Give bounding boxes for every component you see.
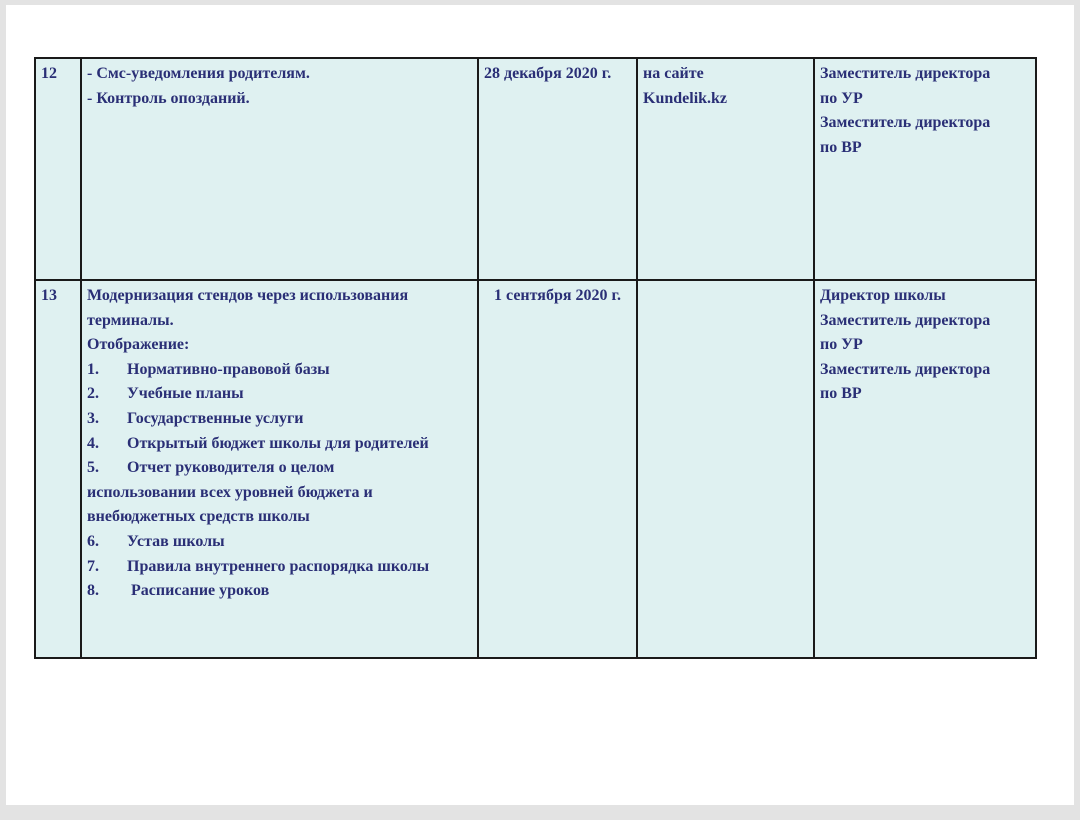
list-item: 1. Нормативно-правовой базы bbox=[87, 360, 330, 378]
activity-line: Модернизация стендов через использования bbox=[87, 287, 409, 304]
list-item: 3. Государственные услуги bbox=[87, 409, 304, 427]
activity-cell bbox=[81, 280, 478, 658]
activity-line: Отображение: bbox=[87, 336, 190, 354]
table-row bbox=[35, 58, 1036, 280]
activity-line: терминалы. bbox=[87, 311, 174, 329]
responsible-line: Заместитель директора bbox=[820, 360, 991, 378]
plan-table bbox=[34, 57, 1037, 659]
place-cell bbox=[637, 280, 814, 658]
date-cell: 1 сентября 2020 г. bbox=[478, 280, 637, 658]
list-item-continuation: внебюджетных средств школы bbox=[87, 508, 310, 526]
responsible-cell bbox=[814, 280, 1036, 658]
responsible-line: по ВР bbox=[820, 385, 862, 403]
place-line: на сайте bbox=[643, 65, 704, 82]
date-cell: 28 декабря 2020 г. bbox=[478, 58, 637, 280]
responsible-line: по ВР bbox=[820, 138, 862, 156]
place-line: Kundelik.kz bbox=[643, 89, 728, 107]
list-item: 6. Устав школы bbox=[87, 532, 225, 550]
list-item: 4. Открытый бюджет школы для родителей bbox=[87, 434, 429, 452]
responsible-line: по УР bbox=[820, 336, 863, 354]
responsible-line: Директор школы bbox=[820, 287, 946, 304]
list-item: 7. Правила внутреннего распорядка школы bbox=[87, 557, 430, 575]
list-item: 2. Учебные планы bbox=[87, 385, 244, 403]
responsible-cell bbox=[814, 58, 1036, 280]
list-item: 8. Расписание уроков bbox=[87, 582, 270, 600]
list-item: 5. Отчет руководителя о целом bbox=[87, 459, 335, 477]
responsible-line: Заместитель директора bbox=[820, 114, 991, 132]
activity-cell bbox=[81, 58, 478, 280]
responsible-line: Заместитель директора bbox=[820, 65, 991, 82]
row-number: 13 bbox=[35, 280, 81, 658]
responsible-line: по УР bbox=[820, 89, 863, 107]
row-number: 12 bbox=[35, 58, 81, 280]
document-page bbox=[6, 5, 1074, 805]
table-row bbox=[35, 280, 1036, 658]
list-item-continuation: использовании всех уровней бюджета и bbox=[87, 483, 373, 501]
activity-line: - Смс-уведомления родителям. bbox=[87, 65, 310, 82]
place-cell bbox=[637, 58, 814, 280]
activity-line: - Контроль опозданий. bbox=[87, 89, 250, 107]
responsible-line: Заместитель директора bbox=[820, 311, 991, 329]
